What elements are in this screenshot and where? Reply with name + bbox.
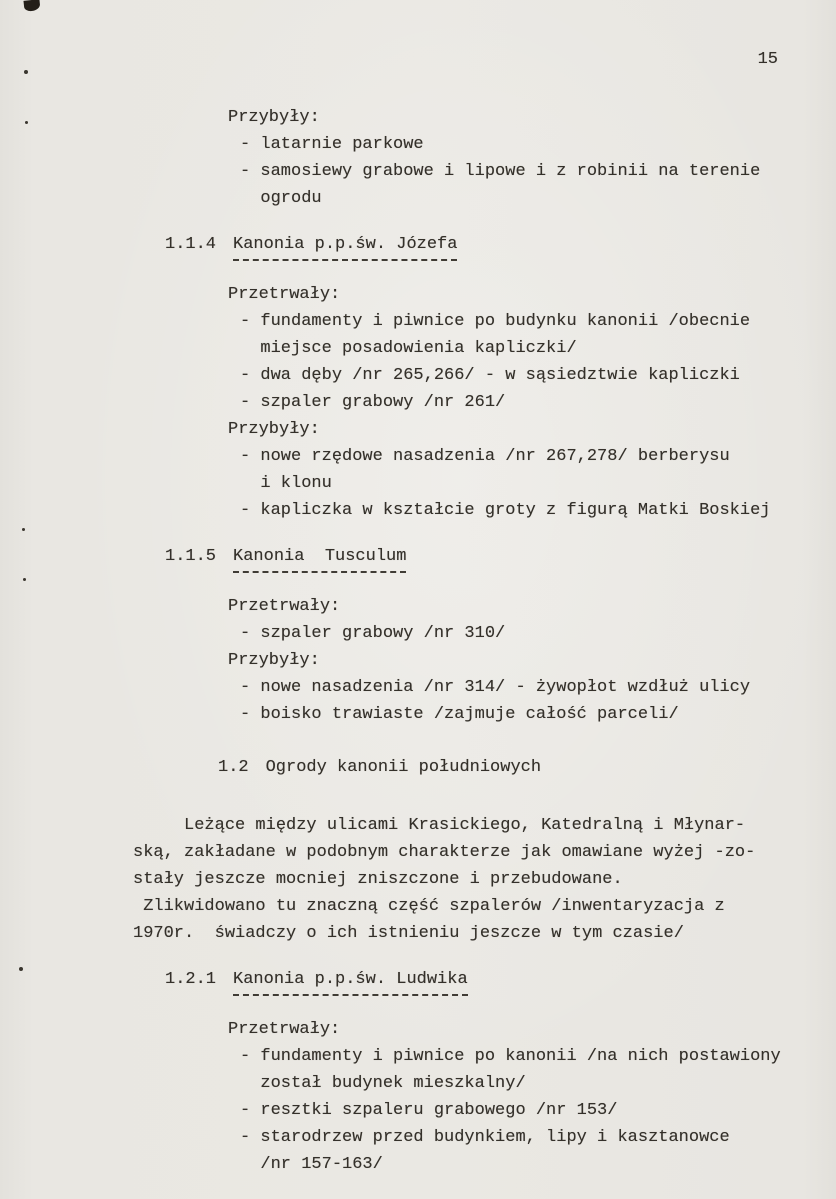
list-label: Przetrwały: bbox=[228, 285, 341, 304]
list-item-line: - resztki szpaleru grabowego /nr 153/ bbox=[240, 1101, 618, 1120]
block-paragraph bbox=[133, 812, 793, 947]
block-heading bbox=[133, 543, 793, 573]
block-item bbox=[133, 1043, 793, 1097]
section-title: Kanonia p.p.św. Ludwika bbox=[233, 966, 468, 996]
list-label: Przybyły: bbox=[228, 420, 320, 439]
list-item-line: - kapliczka w kształcie groty z figurą Matki Boskiej bbox=[240, 501, 771, 520]
scan-speck bbox=[24, 70, 28, 74]
block-item bbox=[133, 497, 793, 524]
paragraph-line: Zlikwidowano tu znaczną część szpalerów /inwentaryzacja z bbox=[133, 897, 725, 916]
block-item bbox=[133, 308, 793, 362]
block-item bbox=[133, 1097, 793, 1124]
block-item bbox=[133, 158, 793, 212]
section-title: Ogrody kanonii południowych bbox=[265, 758, 542, 777]
paragraph-line: Leżące między ulicami Krasickiego, Katedralną i Młynar- bbox=[133, 816, 746, 835]
list-label: Przybyły: bbox=[228, 651, 320, 670]
list-item-line: i klonu bbox=[240, 474, 332, 493]
block-item bbox=[133, 443, 793, 497]
list-item-line: - starodrzew przed budynkiem, lipy i kasztanowce bbox=[240, 1128, 730, 1147]
list-item-line: został budynek mieszkalny/ bbox=[240, 1074, 526, 1093]
scan-speck bbox=[19, 967, 23, 971]
list-label: Przetrwały: bbox=[228, 1020, 341, 1039]
list-item-line: - fundamenty i piwnice po budynku kanonii /obecnie bbox=[240, 312, 751, 331]
scan-speck bbox=[23, 578, 26, 581]
block-heading bbox=[133, 231, 793, 261]
list-label: Przybyły: bbox=[228, 108, 320, 127]
block-item bbox=[133, 674, 793, 701]
section-title: Kanonia p.p.św. Józefa bbox=[233, 231, 457, 261]
section-number: 1.1.4 bbox=[165, 235, 217, 254]
document-content bbox=[133, 104, 793, 1178]
block-item bbox=[133, 131, 793, 158]
paragraph-line: ską, zakładane w podobnym charakterze jak omawiane wyżej -zo- bbox=[133, 843, 756, 862]
list-item-line: - nowe rzędowe nasadzenia /nr 267,278/ berberysu bbox=[240, 447, 730, 466]
scan-speck bbox=[22, 528, 25, 531]
list-item-line: - dwa dęby /nr 265,266/ - w sąsiedztwie kapliczki bbox=[240, 366, 740, 385]
list-item-line: /nr 157-163/ bbox=[240, 1155, 383, 1174]
block-item bbox=[133, 701, 793, 728]
list-item-line: - boisko trawiaste /zajmuje całość parceli/ bbox=[240, 705, 679, 724]
list-item-line: ogrodu bbox=[240, 189, 322, 208]
block-item bbox=[133, 1124, 793, 1178]
paragraph-line: stały jeszcze mocniej zniszczone i przebudowane. bbox=[133, 870, 623, 889]
list-item-line: - szpaler grabowy /nr 310/ bbox=[240, 624, 506, 643]
section-title: Kanonia Tusculum bbox=[233, 543, 406, 573]
block-item bbox=[133, 389, 793, 416]
list-item-line: - samosiewy grabowe i lipowe i z robinii na terenie bbox=[240, 162, 761, 181]
block-heading bbox=[133, 966, 793, 996]
paragraph-line: 1970r. świadczy o ich istnieniu jeszcze w tym czasie/ bbox=[133, 924, 684, 943]
list-item-line: - fundamenty i piwnice po kanonii /na nich postawiony bbox=[240, 1047, 781, 1066]
scan-speck bbox=[25, 121, 28, 124]
block-subheading bbox=[133, 754, 793, 781]
list-item-line: - nowe nasadzenia /nr 314/ - żywopłot wzdłuż ulicy bbox=[240, 678, 751, 697]
section-number: 1.2.1 bbox=[165, 970, 217, 989]
section-number: 1.1.5 bbox=[165, 547, 217, 566]
list-label: Przetrwały: bbox=[228, 597, 341, 616]
list-item-line: - szpaler grabowy /nr 261/ bbox=[240, 393, 506, 412]
list-item-line: miejsce posadowienia kapliczki/ bbox=[240, 339, 577, 358]
section-number: 1.2 bbox=[218, 758, 249, 777]
block-item bbox=[133, 620, 793, 647]
page-number: 15 bbox=[757, 50, 778, 69]
list-item-line: - latarnie parkowe bbox=[240, 135, 424, 154]
scan-corner-mark bbox=[23, 0, 40, 12]
block-item bbox=[133, 362, 793, 389]
